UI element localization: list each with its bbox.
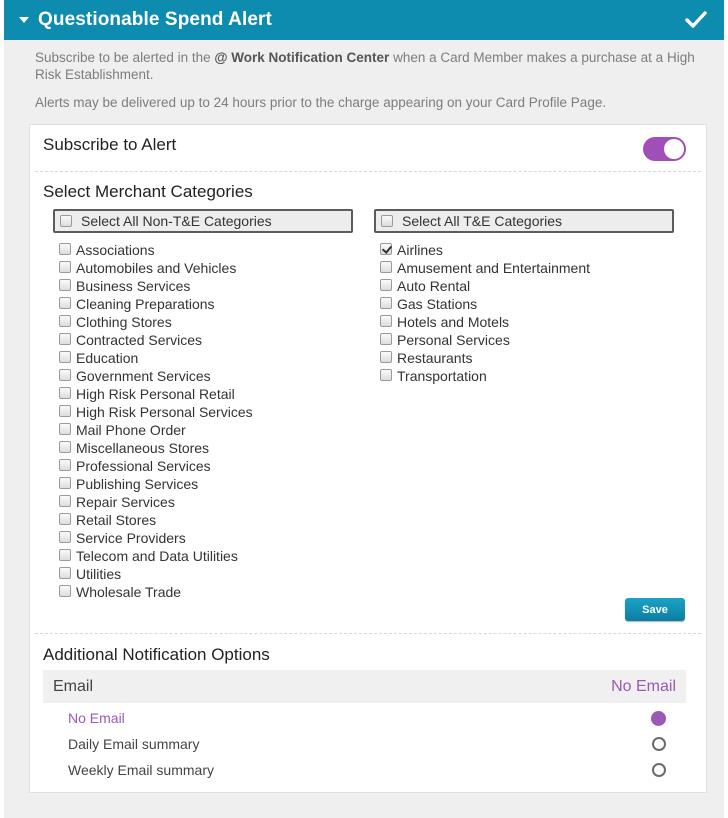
category-airlines[interactable]: [380, 241, 590, 259]
category-high-risk-personal-retail[interactable]: [59, 385, 253, 403]
category-restaurants[interactable]: [380, 349, 590, 367]
category-label: Transportation: [397, 368, 487, 384]
checkbox-icon[interactable]: [59, 351, 71, 363]
category-label: Gas Stations: [397, 296, 478, 312]
checkbox-icon[interactable]: [380, 369, 392, 381]
category-label: Automobiles and Vehicles: [76, 260, 237, 276]
category-label: Airlines: [397, 242, 443, 258]
category-label: Personal Services: [397, 332, 510, 348]
category-label: Restaurants: [397, 350, 473, 366]
category-label: High Risk Personal Services: [76, 404, 253, 420]
category-hotels-and-motels[interactable]: [380, 313, 590, 331]
category-government-services[interactable]: [59, 367, 253, 385]
toggle-knob: [664, 139, 684, 159]
radio-icon[interactable]: [652, 763, 666, 777]
checkbox-icon[interactable]: [59, 387, 71, 399]
category-label: Hotels and Motels: [397, 314, 510, 330]
category-label: Education: [76, 350, 139, 366]
non-te-category-list: [59, 241, 253, 601]
category-publishing-services[interactable]: [59, 475, 253, 493]
checkbox-icon[interactable]: [59, 477, 71, 489]
checkbox-icon[interactable]: [59, 549, 71, 561]
intro-text-pre: Subscribe to be alerted in the: [35, 50, 215, 65]
category-label: Government Services: [76, 368, 211, 384]
select-all-te-button[interactable]: [374, 209, 674, 233]
category-label: Publishing Services: [76, 476, 199, 492]
checkbox-icon[interactable]: [59, 405, 71, 417]
divider: [35, 633, 701, 634]
email-option-label: Daily Email summary: [68, 736, 200, 752]
divider: [35, 171, 701, 172]
intro-text: [35, 49, 705, 83]
email-option-weekly-email-summary[interactable]: [68, 759, 670, 781]
checkbox-icon[interactable]: [59, 279, 71, 291]
category-label: Associations: [76, 242, 155, 258]
checkbox-icon[interactable]: [59, 567, 71, 579]
checkbox-icon: [381, 215, 393, 227]
category-label: Mail Phone Order: [76, 422, 186, 438]
checkbox-icon[interactable]: [59, 423, 71, 435]
category-cleaning-preparations[interactable]: [59, 295, 253, 313]
intro-text-post: when a Card Member makes a purchase at a High Risk Establishment.: [35, 50, 695, 82]
category-retail-stores[interactable]: [59, 511, 253, 529]
checkbox-icon[interactable]: [59, 297, 71, 309]
category-label: Business Services: [76, 278, 191, 294]
select-all-non-te-button[interactable]: [53, 209, 353, 233]
category-mail-phone-order[interactable]: [59, 421, 253, 439]
category-business-services[interactable]: [59, 277, 253, 295]
checkbox-icon[interactable]: [59, 243, 71, 255]
category-label: Retail Stores: [76, 512, 157, 528]
checkbox-icon[interactable]: [380, 279, 392, 291]
checkbox-icon[interactable]: [59, 459, 71, 471]
panel-header[interactable]: [4, 0, 724, 40]
category-associations[interactable]: [59, 241, 253, 259]
alert-panel: [4, 0, 724, 818]
subscribe-toggle[interactable]: [643, 137, 686, 161]
category-gas-stations[interactable]: [380, 295, 590, 313]
category-label: Amusement and Entertainment: [397, 260, 590, 276]
checkbox-icon[interactable]: [59, 315, 71, 327]
delivery-note: Alerts may be delivered up to 24 hours prior to the charge appearing on your Card Profile Page.: [35, 95, 607, 110]
category-auto-rental[interactable]: [380, 277, 590, 295]
checkmark-icon: [685, 10, 707, 30]
category-clothing-stores[interactable]: [59, 313, 253, 331]
checkbox-icon[interactable]: [59, 261, 71, 273]
notification-options-title: Additional Notification Options: [43, 645, 270, 664]
subscribe-label: Subscribe to Alert: [43, 135, 177, 154]
category-label: Telecom and Data Utilities: [76, 548, 238, 564]
checkbox-icon[interactable]: [380, 333, 392, 345]
email-option-daily-email-summary[interactable]: [68, 733, 670, 755]
category-label: Utilities: [76, 566, 122, 582]
panel-title: Questionable Spend Alert: [38, 9, 272, 30]
checkbox-icon[interactable]: [380, 315, 392, 327]
checkbox-icon[interactable]: [59, 585, 71, 597]
radio-selected-icon[interactable]: [651, 711, 666, 726]
category-contracted-services[interactable]: [59, 331, 253, 349]
category-label: Wholesale Trade: [76, 584, 182, 600]
category-service-providers[interactable]: [59, 529, 253, 547]
email-summary-bar: [43, 670, 686, 703]
checkbox-icon[interactable]: [380, 297, 392, 309]
category-label: Contracted Services: [76, 332, 203, 348]
category-label: Miscellaneous Stores: [76, 440, 210, 456]
email-option-label: No Email: [68, 710, 125, 726]
email-label: Email: [53, 678, 94, 695]
radio-icon[interactable]: [652, 737, 666, 751]
checkbox-icon[interactable]: [380, 261, 392, 273]
checkbox-checked-icon[interactable]: [380, 243, 392, 255]
category-label: Auto Rental: [397, 278, 471, 294]
notification-center-name: @ Work Notification Center: [214, 50, 390, 65]
category-label: Professional Services: [76, 458, 211, 474]
checkbox-icon: [60, 215, 72, 227]
checkbox-icon[interactable]: [59, 513, 71, 525]
merchant-categories-title: Select Merchant Categories: [43, 182, 253, 201]
category-amusement-and-entertainment[interactable]: [380, 259, 590, 277]
category-label: Clothing Stores: [76, 314, 172, 330]
category-wholesale-trade[interactable]: [59, 583, 253, 601]
checkbox-icon[interactable]: [59, 333, 71, 345]
checkbox-icon[interactable]: [380, 351, 392, 363]
category-education[interactable]: [59, 349, 253, 367]
category-label: Repair Services: [76, 494, 175, 510]
caret-down-icon[interactable]: [19, 17, 29, 23]
checkbox-icon[interactable]: [59, 531, 71, 543]
select-all-non-te-label: Select All Non-T&E Categories: [81, 213, 272, 229]
category-label: Service Providers: [76, 530, 186, 546]
category-repair-services[interactable]: [59, 493, 253, 511]
te-category-list: [380, 241, 590, 385]
category-utilities[interactable]: [59, 565, 253, 583]
category-label: Cleaning Preparations: [76, 296, 215, 312]
category-miscellaneous-stores[interactable]: [59, 439, 253, 457]
email-current-value: No Email: [611, 678, 676, 695]
select-all-te-label: Select All T&E Categories: [402, 213, 563, 229]
email-option-label: Weekly Email summary: [68, 762, 214, 778]
email-option-no-email[interactable]: [68, 707, 670, 729]
checkbox-icon[interactable]: [59, 369, 71, 381]
checkbox-icon[interactable]: [59, 441, 71, 453]
category-personal-services[interactable]: [380, 331, 590, 349]
category-label: High Risk Personal Retail: [76, 386, 235, 402]
settings-card: [29, 124, 707, 793]
category-automobiles-and-vehicles[interactable]: [59, 259, 253, 277]
category-telecom-and-data-utilities[interactable]: [59, 547, 253, 565]
category-high-risk-personal-services[interactable]: [59, 403, 253, 421]
category-professional-services[interactable]: [59, 457, 253, 475]
save-button[interactable]: Save: [625, 598, 685, 621]
checkbox-icon[interactable]: [59, 495, 71, 507]
category-transportation[interactable]: [380, 367, 590, 385]
